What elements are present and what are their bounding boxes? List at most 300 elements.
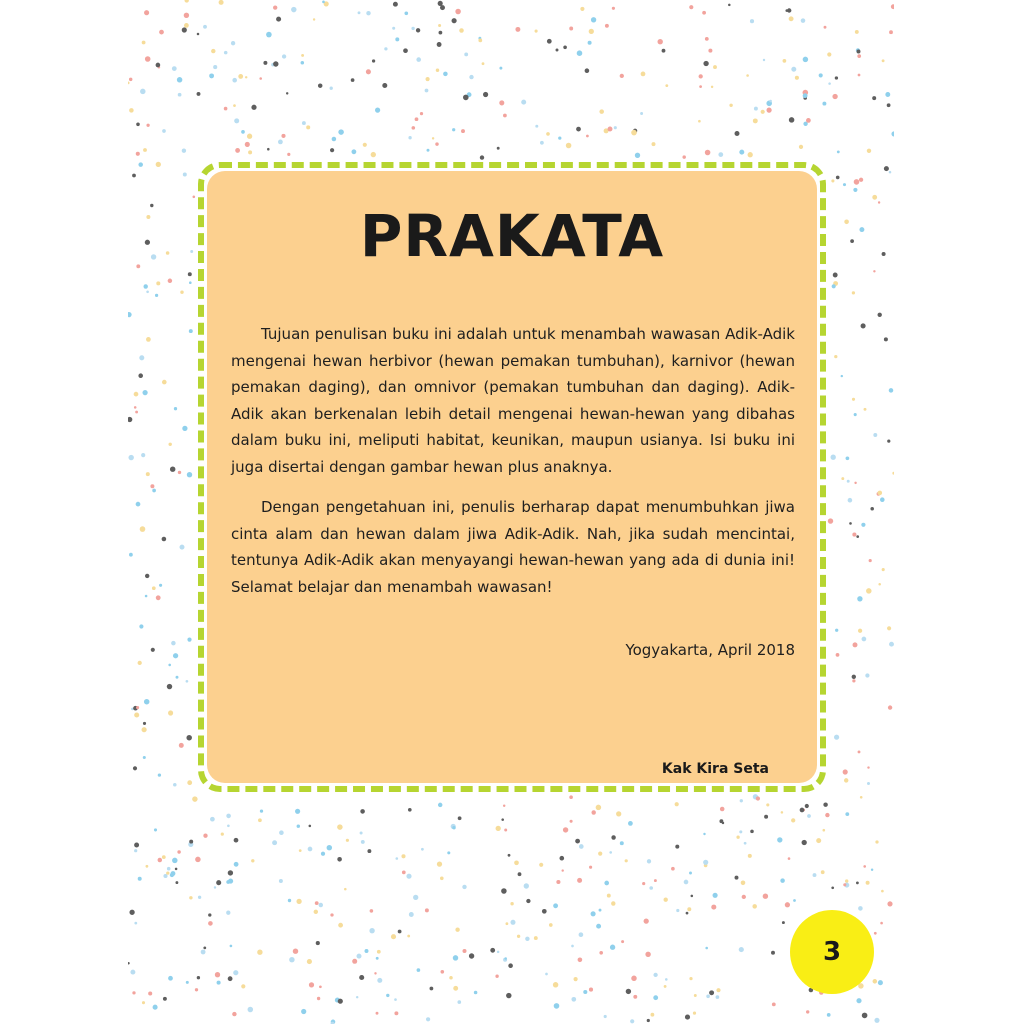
background-dot [372,59,375,62]
background-dot [756,796,760,800]
background-dot [872,195,877,200]
background-dot [539,863,543,867]
background-dot [566,143,572,149]
background-dot [134,406,137,409]
background-dot [803,57,808,62]
background-dot [216,880,221,885]
background-dot [635,153,640,158]
background-dot [554,1003,560,1009]
background-dot [787,8,791,12]
background-dot [159,30,164,35]
background-dot [891,131,894,136]
background-dot [273,5,277,9]
background-dot [412,126,416,130]
background-dot [506,993,511,998]
background-dot [443,72,448,77]
background-dot [195,857,201,863]
background-dot [129,553,133,557]
background-dot [865,673,869,677]
background-dot [346,839,349,842]
background-dot [469,75,473,79]
background-dot [201,950,206,955]
background-dot [503,805,505,807]
background-dot [143,756,146,759]
background-dot [821,870,825,874]
background-dot [426,77,430,81]
background-dot [877,491,882,496]
background-dot [834,735,839,740]
background-dot [504,957,506,959]
background-dot [524,883,529,888]
background-dot [174,407,177,410]
background-dot [843,769,848,774]
background-dot [186,735,191,740]
preface-body [231,321,795,614]
background-dot [134,712,139,717]
background-dot [309,825,312,828]
background-dot [578,957,583,962]
page-title: PRAKATA [359,202,665,270]
background-dot [134,392,139,397]
background-dot [837,151,840,154]
background-dot [729,104,732,107]
background-dot [464,52,468,56]
background-dot [184,23,189,28]
background-dot [515,27,520,32]
background-dot [455,9,461,15]
background-dot [892,472,894,475]
background-dot [278,139,283,144]
background-dot [614,126,617,129]
background-dot [579,932,584,937]
background-dot [608,127,613,132]
background-dot [452,826,455,829]
background-dot [257,950,262,955]
background-dot [183,173,187,177]
background-dot [395,37,399,41]
preface-paragraph: Dengan pengetahuan ini, penulis berharap dapat menumbuhkan jiwa cinta alam dan hewan dalam jiwa Adik-Adik. Nah, jika sudah mencintai, tentunya Adik-Adik akan menyayangi hewan-hewan yang ada di dunia ini! Selamat belajar dan menambah wawasan! [231,498,795,596]
background-dot [163,874,167,878]
background-dot [546,132,550,136]
background-dot [142,390,147,395]
background-dot [569,27,573,31]
background-dot [884,166,889,171]
background-dot [189,329,193,333]
background-dot [185,0,189,3]
background-dot [872,96,876,100]
background-dot [432,137,434,139]
background-dot [604,881,609,886]
background-dot [315,901,319,905]
background-dot [654,879,657,882]
background-dot [841,375,843,377]
background-dot [740,799,743,802]
background-dot [138,373,143,378]
author-signature: Kak Kira Seta [661,761,769,777]
background-dot [230,945,233,948]
background-dot [705,947,708,950]
background-dot [158,858,162,862]
background-dot [549,923,553,927]
background-dot [188,272,192,276]
background-dot [871,868,873,870]
background-dot [306,125,310,129]
background-dot [596,924,601,929]
background-dot [853,642,858,647]
background-dot [168,443,171,446]
background-dot [748,854,752,858]
background-dot [330,913,333,916]
background-dot [455,928,459,932]
background-dot [162,537,167,542]
background-dot [449,976,453,980]
background-dot [859,178,863,182]
background-dot [782,921,785,924]
background-dot [263,61,267,65]
background-dot [134,849,137,852]
background-dot [409,912,414,917]
background-dot [453,986,458,991]
background-dot [168,976,173,981]
background-dot [873,433,877,437]
background-dot [647,1019,650,1022]
background-dot [144,699,150,705]
background-dot [633,995,637,999]
background-dot [151,648,155,652]
background-dot [553,903,558,908]
background-dot [831,455,836,460]
background-dot [142,727,147,732]
background-dot [580,7,584,11]
background-dot [171,641,176,646]
background-dot [402,871,406,875]
background-dot [136,152,140,156]
background-dot [178,471,181,474]
background-dot [571,945,574,948]
background-dot [501,888,507,894]
background-dot [682,155,685,158]
background-dot [862,637,867,642]
background-dot [800,808,805,813]
background-dot [197,92,201,96]
background-dot [293,948,298,953]
background-dot [887,626,891,630]
background-dot [351,149,356,154]
background-dot [510,920,515,925]
background-dot [644,918,649,923]
background-dot [189,840,193,844]
background-dot [780,878,785,883]
background-dot [825,813,829,817]
background-dot [807,814,811,818]
background-dot [152,489,156,493]
background-dot [203,947,206,950]
background-dot [793,899,796,902]
background-dot [867,782,870,785]
background-dot [506,922,509,925]
background-dot [187,638,191,642]
background-dot [272,840,277,845]
background-dot [232,1012,236,1016]
background-dot [534,936,538,940]
background-dot [866,881,870,885]
background-dot [691,895,694,898]
background-dot [547,39,552,44]
background-dot [571,997,576,1002]
background-dot [299,849,302,852]
background-dot [297,824,300,827]
background-dot [750,830,754,834]
preface-card-fill [207,171,817,783]
background-dot [146,290,149,293]
background-dot [133,766,137,770]
background-dot [457,1000,461,1004]
background-dot [258,818,262,822]
background-dot [553,982,558,987]
background-dot [525,937,529,941]
background-dot [248,1007,254,1013]
background-dot [736,836,739,839]
background-dot [441,970,445,974]
background-dot [875,840,878,843]
background-dot [142,1001,145,1004]
background-dot [802,840,807,845]
background-dot [411,27,414,30]
background-dot [831,179,834,182]
background-dot [173,783,177,787]
background-dot [806,1010,809,1013]
background-dot [358,11,361,14]
background-dot [847,480,850,483]
background-dot [626,989,631,994]
background-dot [436,69,439,72]
background-dot [585,68,590,73]
background-dot [854,482,856,484]
background-dot [134,922,137,925]
background-dot [861,323,866,328]
background-dot [458,816,462,820]
background-dot [483,92,488,97]
background-dot [438,803,442,807]
background-dot [888,705,892,709]
background-dot [361,840,365,844]
background-dot [577,50,583,56]
background-dot [835,76,838,79]
background-dot [241,130,245,134]
background-dot [873,979,878,984]
background-dot [836,653,840,657]
background-dot [282,54,286,58]
background-dot [503,114,507,118]
background-dot [177,850,180,853]
background-dot [709,990,714,995]
background-dot [247,134,252,139]
background-dot [374,972,376,974]
background-dot [360,831,363,834]
background-dot [497,951,500,954]
background-dot [404,11,408,15]
background-dot [180,290,183,293]
background-dot [686,912,689,915]
background-dot [878,583,881,586]
background-dot [177,77,183,83]
background-dot [363,143,367,147]
background-dot [308,847,313,852]
background-dot [136,706,139,709]
background-dot [788,857,791,860]
background-dot [858,629,862,633]
background-dot [156,281,160,285]
background-dot [827,1013,831,1017]
background-dot [867,766,869,768]
background-dot [858,750,861,753]
background-dot [844,219,849,224]
background-dot [228,870,233,875]
background-dot [789,16,794,21]
background-dot [138,661,142,665]
background-dot [132,174,136,178]
background-dot [314,910,318,914]
background-dot [375,108,380,113]
background-dot [711,905,716,910]
background-dot [143,722,146,725]
background-dot [703,833,705,835]
background-dot [813,873,817,877]
background-dot [224,107,228,111]
background-dot [604,1015,607,1018]
background-dot [630,1019,634,1023]
background-dot [338,129,344,135]
background-dot [141,453,145,457]
background-dot [367,849,371,853]
background-dot [535,30,538,33]
background-dot [313,18,315,20]
background-dot [176,676,179,679]
background-dot [878,313,882,317]
background-dot [822,102,826,106]
background-dot [848,498,853,503]
background-dot [128,455,133,460]
background-dot [652,142,656,146]
background-dot [154,828,157,831]
background-dot [219,0,224,5]
background-dot [187,472,192,477]
background-dot [440,5,445,10]
background-dot [739,947,744,952]
background-dot [713,65,717,69]
background-dot [203,25,207,29]
background-dot [705,37,709,41]
background-dot [197,33,200,36]
background-dot [761,110,765,114]
background-dot [843,183,846,186]
background-dot [356,996,358,998]
background-dot [172,66,177,71]
background-dot [173,653,178,658]
background-dot [426,1017,430,1021]
background-dot [559,856,564,861]
background-dot [210,817,215,822]
background-dot [152,586,156,590]
background-dot [217,981,221,985]
background-dot [563,45,567,49]
background-dot [556,880,560,884]
background-dot [190,250,193,253]
background-dot [711,86,713,88]
background-dot [166,871,169,874]
background-dot [401,854,405,858]
background-dot [589,988,593,992]
background-dot [337,857,342,862]
background-dot [146,124,149,127]
background-dot [852,679,855,682]
background-dot [598,851,602,855]
background-dot [352,959,357,964]
background-dot [693,1012,696,1015]
background-dot [521,100,526,105]
background-dot [327,845,332,850]
background-dot [462,949,466,953]
background-dot [882,252,886,256]
background-dot [510,902,513,905]
background-dot [233,970,238,975]
background-dot [854,413,857,416]
background-dot [155,294,158,297]
background-dot [610,945,615,950]
background-dot [180,545,185,550]
background-dot [889,171,892,174]
background-dot [545,973,548,976]
background-dot [128,82,130,85]
background-dot [307,959,312,964]
background-dot [179,743,184,748]
background-dot [685,1015,690,1020]
background-dot [129,78,132,81]
background-dot [609,851,612,854]
background-dot [447,851,450,854]
background-dot [138,162,143,167]
background-dot [806,118,811,123]
background-dot [145,595,148,598]
background-dot [880,922,883,925]
background-dot [132,991,135,994]
background-dot [739,830,742,833]
background-dot [162,380,167,385]
background-dot [607,894,611,898]
background-dot [662,49,666,53]
background-dot [234,862,239,867]
background-dot [588,41,592,45]
background-dot [371,152,376,157]
background-dot [317,997,320,1000]
background-dot [395,857,398,860]
background-dot [801,18,806,23]
background-dot [158,773,161,776]
background-dot [716,988,720,992]
background-dot [162,129,166,133]
background-dot [416,57,421,62]
background-dot [145,56,151,62]
background-dot [735,131,740,136]
background-dot [469,953,474,958]
background-dot [438,24,441,27]
background-dot [478,39,482,43]
background-dot [140,89,146,95]
background-dot [228,879,233,884]
background-dot [689,872,692,875]
background-dot [138,877,142,881]
background-dot [248,150,252,154]
